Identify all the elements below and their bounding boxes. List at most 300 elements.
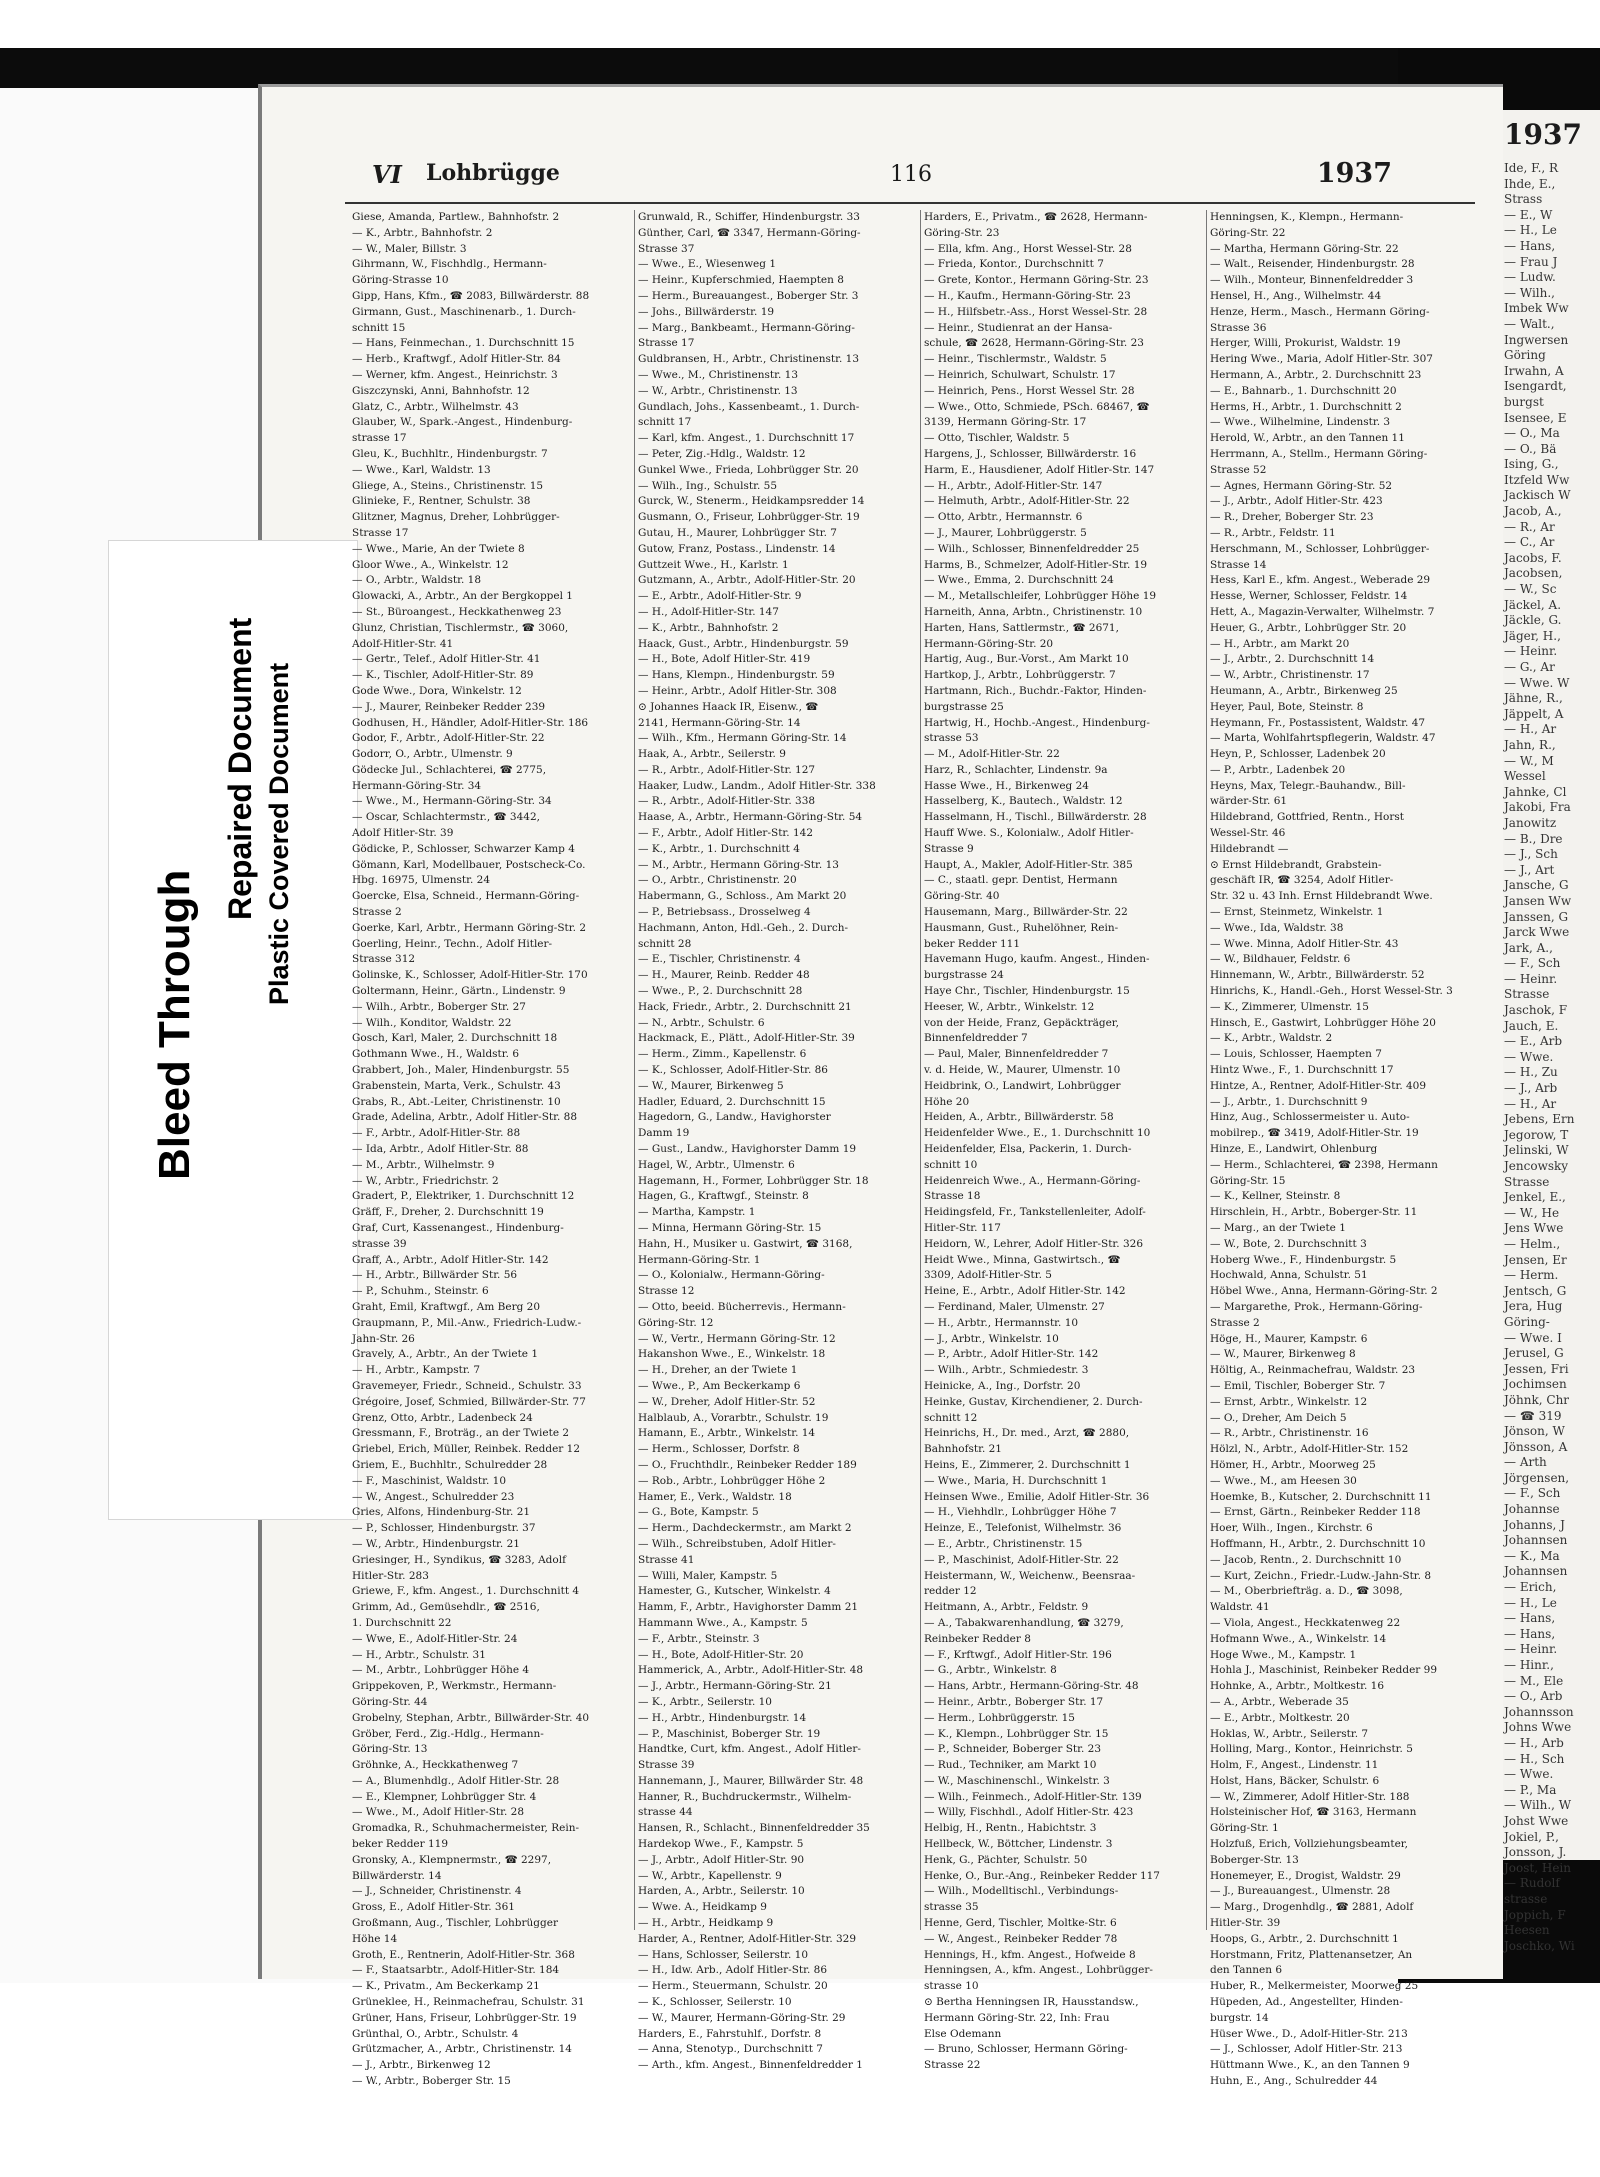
directory-entry: Gross, E., Adolf Hitler-Str. 361: [352, 1901, 515, 1914]
next-page-entry: — Heinr.: [1504, 1642, 1558, 1657]
directory-entry: Hagen, G., Kraftwgf., Steinstr. 8: [638, 1190, 809, 1203]
directory-entry: — Wwe., P., 2. Durchschnitt 28: [638, 985, 803, 998]
directory-entry: — Wwe., Karl, Waldstr. 13: [352, 463, 491, 476]
directory-entry: Strasse 17: [352, 526, 409, 539]
directory-entry: Haak, A., Arbtr., Seilerstr. 9: [638, 748, 786, 761]
next-page-entry: Jäckel, A.: [1504, 597, 1562, 612]
directory-entry: Hinnemann, W., Arbtr., Billwärderstr. 52: [1210, 969, 1425, 982]
next-page-entry: Göring: [1504, 348, 1546, 363]
directory-entry: Harms, B., Schmelzer, Adolf-Hitler-Str. 19: [924, 558, 1148, 571]
directory-entry: Billwärderstr. 14: [352, 1869, 442, 1882]
next-page-entry: — Wwe.: [1504, 1767, 1554, 1782]
directory-entry: Hagedorn, G., Landw., Havighorster: [638, 1111, 831, 1124]
directory-entry: Heidbrink, O., Landwirt, Lohbrügger: [924, 1079, 1121, 1092]
directory-entry: Grüneklee, H., Reinmachefrau, Schulstr. 31: [352, 1996, 585, 2009]
directory-entry: — K., Zimmerer, Ulmenstr. 15: [1210, 1000, 1369, 1013]
next-page-entry: Jauch, E.: [1504, 1018, 1559, 1033]
directory-entry: Glauber, W., Spark.-Angest., Hindenburg-: [352, 416, 573, 429]
directory-entry: Wessel-Str. 46: [1210, 827, 1286, 840]
directory-entry: Gutow, Franz, Postass., Lindenstr. 14: [638, 542, 836, 555]
directory-entry: Grade, Adelina, Arbtr., Adolf Hitler-Str. 88: [352, 1111, 578, 1124]
directory-entry: Hack, Friedr., Arbtr., 2. Durchschnitt 21: [638, 1000, 852, 1013]
directory-entry: Strasse 37: [638, 242, 695, 255]
directory-entry: Gihrmann, W., Fischhdlg., Hermann-: [352, 258, 547, 271]
directory-entry: Höge, H., Maurer, Kampstr. 6: [1210, 1332, 1368, 1345]
directory-entry: — K., Schlosser, Adolf-Hitler-Str. 86: [638, 1064, 828, 1077]
directory-entry: — E., Klempner, Lohbrügger Str. 4: [352, 1790, 537, 1803]
directory-entry: Haye Chr., Tischler, Hindenburgstr. 15: [924, 985, 1130, 998]
directory-entry: — H., Arbtr., Heidkamp 9: [638, 1917, 774, 1930]
directory-entry: — H., Hilfsbetr.-Ass., Horst Wessel-Str. 28: [924, 305, 1148, 318]
next-page-entry: — H., Arb: [1504, 1735, 1564, 1750]
directory-entry: — W., Maler, Billstr. 3: [352, 242, 467, 255]
directory-entry: — M., Arbtr., Hermann Göring-Str. 13: [638, 858, 839, 871]
label-plastic-covered: Plastic Covered Document: [264, 662, 294, 1005]
next-page-entry: Jarck Wwe: [1504, 925, 1570, 940]
next-page-entry: Ingwersen: [1504, 332, 1569, 347]
directory-entry: — Wilh., Monteur, Binnenfeldredder 3: [1210, 274, 1414, 287]
directory-entry: Glatz, C., Arbtr., Wilhelmstr. 43: [352, 400, 519, 413]
next-page-entry: — W., Sc: [1504, 582, 1557, 597]
directory-entry: — K., Arbtr., Bahnhofstr. 2: [638, 621, 779, 634]
directory-entry: Gradert, P., Elektriker, 1. Durchschnitt 12: [352, 1190, 575, 1203]
directory-entry: Grippekoven, P., Werkmstr., Hermann-: [352, 1680, 557, 1693]
directory-entry: — K., Privatm., Am Beckerkamp 21: [352, 1980, 540, 1993]
directory-entry: — E., Arbtr., Christinenstr. 15: [924, 1537, 1083, 1550]
next-page-entry: Strass: [1504, 192, 1543, 207]
next-page-entry: — Ludw.: [1504, 270, 1556, 285]
directory-entry: — Wwe., Wilhelmine, Lindenstr. 3: [1210, 416, 1391, 429]
directory-entry: Strasse 22: [924, 2059, 981, 2072]
next-page-entry: Jencowsky: [1504, 1159, 1569, 1173]
directory-entry: Hellbeck, W., Böttcher, Lindenstr. 3: [924, 1838, 1113, 1851]
directory-entry: Hofmann Wwe., A., Winkelstr. 14: [1210, 1632, 1387, 1645]
directory-entry: Heuer, G., Arbtr., Lohbrügger Str. 20: [1210, 621, 1407, 634]
directory-entry: strasse 53: [924, 732, 979, 745]
directory-entry: — J., Schlosser, Adolf Hitler-Str. 213: [1210, 2043, 1403, 2056]
directory-entry: Grünthal, O., Arbtr., Schulstr. 4: [352, 2027, 519, 2040]
next-page-entry: — H., Sch: [1504, 1751, 1565, 1766]
directory-entry: — K., Arbtr., 1. Durchschnitt 4: [638, 842, 800, 855]
directory-entry: — K., Schlosser, Seilerstr. 10: [638, 1996, 792, 2009]
directory-entry: — Wwe., E., Wiesenweg 1: [638, 258, 777, 271]
next-page-entry: Jelinski, W: [1504, 1143, 1569, 1158]
directory-entry: Henze, Herm., Masch., Hermann Göring-: [1210, 305, 1430, 318]
directory-entry: — H., Bote, Adolf-Hitler-Str. 20: [638, 1648, 804, 1661]
directory-entry: 3309, Adolf-Hitler-Str. 5: [924, 1269, 1052, 1282]
directory-entry: Gömann, Karl, Modellbauer, Postscheck-Co.: [352, 858, 586, 871]
directory-entry: Haack, Gust., Arbtr., Hindenburgstr. 59: [638, 637, 849, 650]
directory-entry: — Heinrich, Schulwart, Schulstr. 17: [924, 368, 1116, 381]
directory-entry: — M., Arbtr., Wilhelmstr. 9: [352, 1158, 495, 1171]
directory-entry: — W., Arbtr., Christinenstr. 13: [638, 384, 798, 397]
directory-entry: Hett, A., Magazin-Verwalter, Wilhelmstr. 7: [1210, 605, 1435, 618]
next-page-entry: Johannse: [1504, 1502, 1560, 1517]
directory-entry: Hinz, Aug., Schlossermeister u. Auto-: [1210, 1111, 1410, 1124]
directory-entry: — E., Arbtr., Adolf-Hitler-Str. 9: [638, 590, 802, 603]
directory-entry: — R., Dreher, Boberger Str. 23: [1210, 511, 1374, 524]
directory-entry: Giszczynski, Anni, Bahnhofstr. 12: [352, 384, 530, 397]
directory-entry: Hagel, W., Arbtr., Ulmenstr. 6: [638, 1158, 795, 1171]
directory-entry: — F., Krftwgf., Adolf Hitler-Str. 196: [924, 1648, 1112, 1661]
directory-entry: Harten, Hans, Sattlermstr., ☎ 2671,: [924, 621, 1119, 634]
directory-entry: Hintz Wwe., F., 1. Durchschnitt 17: [1210, 1064, 1394, 1077]
directory-entry: schule, ☎ 2628, Hermann-Göring-Str. 23: [924, 337, 1144, 350]
directory-entry: Guldbransen, H., Arbtr., Christinenstr. 13: [638, 353, 860, 366]
directory-entry: strasse 17: [352, 432, 407, 445]
directory-entry: Gundlach, Johs., Kassenbeamt., 1. Durch-: [638, 400, 860, 413]
next-page-entry: — J., Sch: [1504, 847, 1558, 862]
directory-entry: — H., Arbtr., Billwärder Str. 56: [352, 1269, 518, 1282]
directory-entry: — C., staatl. gepr. Dentist, Hermann: [924, 874, 1118, 887]
directory-entry: — Walt., Reisender, Hindenburgstr. 28: [1210, 258, 1415, 271]
column-divider: [920, 210, 921, 1930]
directory-entry: ⊙ Bertha Henningsen IR, Hausstandsw.,: [924, 1996, 1139, 2009]
next-page-entry: Ide, F., R: [1504, 161, 1559, 175]
directory-entry: — K., Kellner, Steinstr. 8: [1210, 1190, 1341, 1203]
next-page-entry: Jahnke, Cl: [1504, 784, 1567, 799]
next-page-entry: — M., Ele: [1504, 1673, 1564, 1688]
directory-entry: — Emil, Tischler, Boberger Str. 7: [1210, 1379, 1386, 1392]
next-page-entry: — Rudolf: [1504, 1876, 1560, 1891]
directory-entry: Glunz, Christian, Tischlermstr., ☎ 3060,: [352, 621, 569, 634]
next-page-entry: — Hans,: [1504, 1626, 1556, 1641]
directory-entry: Hermann-Göring-Str. 1: [638, 1253, 761, 1266]
next-page-entry: Janowitz: [1504, 815, 1557, 830]
directory-entry: — J., Arbtr., Adolf Hitler-Str. 423: [1210, 495, 1383, 508]
directory-entry: Günther, Carl, ☎ 3347, Hermann-Göring-: [638, 226, 861, 239]
directory-entry: — Herm., Steuermann, Schulstr. 20: [638, 1980, 828, 1993]
directory-entry: — Bruno, Schlosser, Hermann Göring-: [924, 2043, 1128, 2056]
next-page-entry: — Helm.,: [1504, 1236, 1561, 1251]
directory-entry: Gosch, Karl, Maler, 2. Durchschnitt 18: [352, 1032, 558, 1045]
next-page-entry: — Wwe. W: [1504, 675, 1570, 690]
directory-entry: — H., Kaufm., Hermann-Göring-Str. 23: [924, 289, 1131, 302]
directory-entry: Goltermann, Heinr., Gärtn., Lindenstr. 9: [352, 985, 566, 998]
next-page-entry: — O., Ma: [1504, 426, 1560, 441]
directory-entry: Graff, A., Arbtr., Adolf Hitler-Str. 142: [352, 1253, 549, 1266]
directory-entry: Hitler-Str. 117: [924, 1222, 1001, 1234]
directory-entry: Gleu, K., Buchhltr., Hindenburgstr. 7: [352, 447, 548, 460]
directory-entry: — O., Dreher, Am Deich 5: [1210, 1411, 1347, 1424]
directory-entry: Göring-Str. 23: [924, 226, 1000, 239]
directory-entry: — G., Bote, Kampstr. 5: [638, 1506, 759, 1519]
directory-entry: burgstr. 14: [1210, 2011, 1269, 2024]
directory-entry: Glinieke, F., Rentner, Schulstr. 38: [352, 495, 531, 508]
directory-entry: Heistermann, W., Weichenw., Beensraa-: [924, 1569, 1136, 1582]
next-page-entry: Johanns, J: [1504, 1517, 1565, 1532]
next-page-entry: — P., Ma: [1504, 1782, 1557, 1797]
directory-entry: Helbig, H., Rentn., Habichtstr. 3: [924, 1822, 1097, 1835]
directory-entry: Höhe 20: [924, 1095, 970, 1108]
next-page-entry: Jebens, Ern: [1504, 1112, 1575, 1127]
directory-entry: Heidenreich Wwe., A., Hermann-Göring-: [924, 1174, 1141, 1187]
directory-entry: Gipp, Hans, Kfm., ☎ 2083, Billwärderstr. 88: [352, 289, 590, 302]
next-page-entry: — K., Ma: [1504, 1548, 1560, 1563]
directory-entry: Hochwald, Anna, Schulstr. 51: [1210, 1269, 1368, 1282]
next-page-entry: Jensen, Er: [1504, 1252, 1567, 1267]
directory-entry: — W., Maurer, Birkenweg 8: [1210, 1348, 1356, 1361]
directory-entry: — Marg., Drogenhdlg., ☎ 2881, Adolf: [1210, 1901, 1414, 1914]
directory-entry: Gutau, H., Maurer, Lohbrügger Str. 7: [638, 526, 837, 539]
directory-entry: — W., Arbtr., Friedrichstr. 2: [352, 1174, 499, 1187]
directory-entry: Hildebrandt —: [1210, 842, 1289, 855]
next-page-entry: Göring-: [1504, 1314, 1550, 1329]
directory-entry: — Agnes, Hermann Göring-Str. 52: [1210, 479, 1393, 492]
directory-entry: v. d. Heide, W., Maurer, Ulmenstr. 10: [924, 1064, 1121, 1077]
directory-entry: Hamann, E., Arbtr., Winkelstr. 14: [638, 1427, 816, 1440]
directory-entry: Graupmann, P., Mil.-Anw., Friedrich-Ludw.-: [352, 1316, 582, 1329]
next-page-entry: — Wilh., W: [1504, 1798, 1572, 1813]
directory-entry: — Wilh., Arbtr., Schmiedestr. 3: [924, 1364, 1089, 1377]
directory-entry: — Paul, Maler, Binnenfeldredder 7: [924, 1048, 1109, 1061]
directory-entry: Höbel Wwe., Anna, Hermann-Göring-Str. 2: [1210, 1285, 1438, 1298]
directory-entry: Gödicke, P., Schlosser, Schwarzer Kamp 4: [352, 842, 575, 855]
next-page-entry: Wessel: [1504, 769, 1546, 784]
directory-entry: Harders, E., Fahrstuhlf., Dorfstr. 8: [638, 2027, 822, 2040]
header-rule: [345, 202, 1475, 204]
directory-entry: Grimm, Ad., Gemüsehdlr., ☎ 2516,: [352, 1601, 540, 1614]
directory-entry: Hermann-Göring-Str. 34: [352, 779, 482, 792]
directory-column-4: [1210, 210, 1490, 2088]
directory-entry: Heyns, Max, Telegr.-Bauhandw., Bill-: [1210, 779, 1406, 792]
directory-entry: Hirschlein, H., Arbtr., Boberger-Str. 11: [1210, 1206, 1418, 1219]
next-page-entry: Jackisch W: [1504, 488, 1571, 503]
directory-entry: — Wwe., M., Hermann-Göring-Str. 34: [352, 795, 552, 808]
directory-entry: Glowacki, A., Arbtr., An der Bergkoppel 1: [352, 590, 573, 603]
directory-entry: Griewe, F., kfm. Angest., 1. Durchschnitt 4: [352, 1585, 580, 1598]
directory-entry: wärder-Str. 61: [1210, 795, 1288, 808]
directory-entry: Henne, Gerd, Tischler, Moltke-Str. 6: [924, 1917, 1117, 1930]
directory-entry: ⊙ Johannes Haack IR, Eisenw., ☎: [638, 700, 819, 713]
next-page-entry: — B., Dre: [1504, 831, 1563, 846]
directory-entry: Grabbert, Joh., Maler, Hindenburgstr. 55: [352, 1064, 570, 1077]
directory-entry: Gusmann, O., Friseur, Lohbrügger-Str. 19: [638, 511, 860, 524]
directory-entry: — P., Arbtr., Ladenbek 20: [1210, 763, 1346, 776]
directory-entry: Honemeyer, E., Drogist, Waldstr. 29: [1210, 1869, 1401, 1882]
directory-entry: — Heinr., Studienrat an der Hansa-: [924, 321, 1113, 334]
next-page-entry: — E., W: [1504, 207, 1553, 222]
directory-entry: Guttzeit Wwe., H., Karlstr. 1: [638, 558, 789, 571]
next-page-entry: Jens Wwe: [1504, 1221, 1564, 1236]
directory-entry: Hoer, Wilh., Ingen., Kirchstr. 6: [1210, 1522, 1373, 1535]
next-page-entry: Jark, A.,: [1504, 940, 1553, 955]
next-page-entry: — E., Arb: [1504, 1034, 1563, 1049]
year: 1937: [1316, 158, 1392, 189]
directory-entry: 2141, Hermann-Göring-Str. 14: [638, 716, 801, 729]
next-page-entry: — F., Sch: [1504, 1486, 1561, 1501]
directory-entry: — Martha, Kampstr. 1: [638, 1206, 756, 1219]
directory-entry: Holzfuß, Erich, Vollziehungsbeamter,: [1210, 1838, 1409, 1851]
directory-entry: Griem, E., Buchhltr., Schulredder 28: [352, 1458, 548, 1471]
next-page-entry: — ☎ 319: [1504, 1408, 1562, 1423]
directory-entry: Hermann Göring-Str. 22, Inh: Frau: [924, 2011, 1110, 2024]
directory-entry: — F., Maschinist, Waldstr. 10: [352, 1474, 507, 1487]
next-page-entry: Jera, Hug: [1504, 1299, 1563, 1314]
directory-entry: Hasselmann, H., Tischl., Billwärderstr. 28: [924, 811, 1147, 824]
next-page-entry: Johannsen: [1504, 1564, 1568, 1579]
directory-entry: strasse 39: [352, 1237, 407, 1250]
directory-entry: Griebel, Erich, Müller, Reinbek. Redder 12: [352, 1443, 581, 1456]
directory-entry: — Grete, Kontor., Hermann Göring-Str. 23: [924, 274, 1149, 287]
directory-entry: — Rob., Arbtr., Lohbrügger Höhe 2: [638, 1474, 826, 1487]
directory-entry: — Margarethe, Prok., Hermann-Göring-: [1210, 1300, 1423, 1313]
next-page-entry: — Walt.,: [1504, 316, 1555, 331]
directory-entry: Holling, Marg., Kontor., Heinrichstr. 5: [1210, 1743, 1413, 1756]
directory-entry: Gurck, W., Stenerm., Heidkampsredder 14: [638, 495, 865, 508]
directory-entry: Hinze, E., Landwirt, Ohlenburg: [1210, 1143, 1378, 1156]
next-page-entry: — Erich,: [1504, 1580, 1557, 1595]
directory-entry: Goerke, Karl, Arbtr., Hermann Göring-Str. 2: [352, 921, 586, 934]
directory-entry: Herschmann, M., Schlosser, Lohbrügger-: [1210, 542, 1430, 555]
directory-entry: Hartwig, H., Hochb.-Angest., Hindenburg-: [924, 716, 1150, 729]
directory-entry: Heinicke, A., Ing., Dorfstr. 20: [924, 1379, 1081, 1392]
next-page-entry: — Heinr.: [1504, 971, 1558, 986]
directory-entry: — J., Arbtr., Winkelstr. 10: [924, 1332, 1059, 1345]
directory-entry: — K., Arbtr., Seilerstr. 10: [638, 1695, 772, 1708]
next-page-entry: Jenkel, E.,: [1504, 1190, 1566, 1205]
directory-entry: — O., Fruchthdlr., Reinbeker Redder 189: [638, 1458, 857, 1471]
directory-entry: Strasse 52: [1210, 463, 1267, 476]
directory-entry: Herms, H., Arbtr., 1. Durchschnitt 2: [1210, 400, 1402, 413]
directory-entry: Hackmack, E., Plätt., Adolf-Hitler-Str. 39: [638, 1032, 855, 1045]
directory-entry: Henningsen, K., Klempn., Hermann-: [1210, 211, 1404, 223]
directory-entry: — Wilh., Kfm., Hermann Göring-Str. 14: [638, 732, 847, 745]
next-page-entry: — W., M: [1504, 753, 1554, 768]
label-repaired-document: Repaired Document: [222, 617, 258, 920]
directory-entry: — Ernst, Gärtn., Reinbeker Redder 118: [1210, 1506, 1421, 1519]
directory-entry: — Arth., kfm. Angest., Binnenfeldredder 1: [638, 2059, 863, 2072]
directory-entry: Heitmann, A., Arbtr., Feldstr. 9: [924, 1601, 1089, 1614]
directory-entry: Herrmann, A., Stellm., Hermann Göring-: [1210, 447, 1428, 460]
directory-entry: — A., Arbtr., Weberade 35: [1210, 1695, 1349, 1708]
directory-entry: — R., Arbtr., Adolf-Hitler-Str. 127: [638, 763, 816, 776]
directory-entry: Strasse 9: [924, 842, 974, 855]
directory-entry: beker Redder 111: [924, 937, 1021, 950]
directory-entry: Heyn, P., Schlosser, Ladenbek 20: [1210, 748, 1386, 761]
directory-entry: — W., Maurer, Birkenweg 5: [638, 1079, 784, 1092]
directory-entry: Heyer, Paul, Bote, Steinstr. 8: [1210, 700, 1364, 713]
directory-entry: Hering Wwe., Maria, Adolf Hitler-Str. 307: [1210, 353, 1433, 366]
directory-entry: Hansen, R., Schlacht., Binnenfeldredder 35: [638, 1822, 870, 1835]
directory-entry: — Hans, Feinmechan., 1. Durchschnitt 15: [352, 337, 575, 350]
directory-entry: Graht, Emil, Kraftwgf., Am Berg 20: [352, 1300, 541, 1313]
next-page-entry: Jansche, G: [1504, 878, 1569, 893]
directory-entry: Heinrichs, H., Dr. med., Arzt, ☎ 2880,: [924, 1427, 1130, 1440]
directory-entry: Henke, O., Bur.-Ang., Reinbeker Redder 117: [924, 1869, 1160, 1882]
directory-entry: Göring-Str. 40: [924, 890, 1000, 903]
directory-entry: — Marg., Bankbeamt., Hermann-Göring-: [638, 321, 855, 334]
directory-entry: — Heinr., Arbtr., Boberger Str. 17: [924, 1695, 1104, 1708]
directory-entry: Harden, A., Arbtr., Seilerstr. 10: [638, 1885, 805, 1898]
directory-entry: — Willy, Fischhdl., Adolf Hitler-Str. 423: [924, 1806, 1134, 1819]
directory-entry: Gravely, A., Arbtr., An der Twiete 1: [352, 1348, 539, 1361]
directory-entry: Göring-Str. 15: [1210, 1174, 1286, 1187]
directory-entry: Henk, G., Pächter, Schulstr. 50: [924, 1853, 1088, 1866]
next-page-entry: — Hans,: [1504, 238, 1556, 253]
directory-entry: Hermann-Göring-Str. 20: [924, 637, 1054, 650]
directory-entry: Horstmann, Fritz, Plattenansetzer, An: [1210, 1948, 1413, 1961]
next-page-entry: Jerusel, G: [1504, 1346, 1564, 1361]
directory-entry: Strasse 2: [1210, 1316, 1260, 1329]
directory-entry: Hartmann, Rich., Buchdr.-Faktor, Hinden-: [924, 684, 1147, 697]
directory-entry: — P., Betriebsass., Drosselweg 4: [638, 906, 811, 919]
directory-entry: Goercke, Elsa, Schneid., Hermann-Göring-: [352, 890, 580, 903]
directory-entry: — K., Tischler, Adolf-Hitler-Str. 89: [352, 669, 534, 682]
directory-entry: von der Heide, Franz, Gepäckträger,: [924, 1016, 1119, 1029]
directory-entry: — J., Arbtr., Birkenweg 12: [352, 2059, 491, 2072]
directory-entry: — J., Maurer, Reinbeker Redder 239: [352, 700, 546, 713]
directory-entry: Else Odemann: [924, 2027, 1002, 2040]
directory-entry: Hartkop, J., Arbtr., Lohbrüggerstr. 7: [924, 669, 1116, 682]
next-page-entry: — Wwe.: [1504, 1049, 1554, 1064]
directory-entry: Grabenstein, Marta, Verk., Schulstr. 43: [352, 1079, 561, 1092]
directory-entry: — Willi, Maler, Kampstr. 5: [638, 1569, 778, 1582]
directory-entry: Gressmann, F., Broträg., an der Twiete 2: [352, 1427, 570, 1440]
directory-entry: — Marg., an der Twiete 1: [1210, 1222, 1346, 1234]
next-page-entry: — H., Zu: [1504, 1065, 1558, 1080]
directory-entry: Hohla J., Maschinist, Reinbeker Redder 99: [1210, 1664, 1438, 1677]
directory-entry: Göring-Str. 44: [352, 1695, 428, 1708]
directory-entry: — O., Kolonialw., Hermann-Göring-: [638, 1269, 825, 1282]
directory-entry: — W., Arbtr., Boberger Str. 15: [352, 2075, 511, 2088]
directory-entry: — H., Arbtr., Schulstr. 31: [352, 1648, 486, 1661]
directory-entry: Heine, E., Arbtr., Adolf Hitler-Str. 142: [924, 1285, 1126, 1298]
page-header: [372, 160, 1392, 200]
directory-entry: Strasse 12: [638, 1285, 695, 1298]
directory-entry: Haase, A., Arbtr., Hermann-Göring-Str. 54: [638, 811, 863, 824]
directory-entry: — Heinr., Kupferschmied, Haempten 8: [638, 274, 844, 287]
directory-entry: — N., Arbtr., Schulstr. 6: [638, 1016, 765, 1029]
next-page-entry: — G., Ar: [1504, 660, 1555, 674]
next-page-entry: Strasse: [1504, 987, 1550, 1002]
directory-entry: Hinrichs, K., Handl.-Geh., Horst Wessel-Str. 3: [1210, 985, 1453, 998]
directory-entry: Hammerick, A., Arbtr., Adolf-Hitler-Str. 48: [638, 1664, 864, 1677]
directory-entry: — A., Blumenhdlg., Adolf Hitler-Str. 28: [352, 1774, 560, 1787]
directory-entry: Hitler-Str. 39: [1210, 1917, 1281, 1930]
directory-entry: — Herm., Bureauangest., Boberger Str. 3: [638, 289, 859, 302]
directory-entry: Strasse 41: [638, 1553, 695, 1566]
directory-entry: — Karl, kfm. Angest., 1. Durchschnitt 17: [638, 432, 855, 445]
directory-entry: — W., Maschinenschl., Winkelstr. 3: [924, 1774, 1110, 1787]
place-name: Lohbrügge: [426, 160, 560, 186]
directory-entry: Hasselberg, K., Bautech., Waldstr. 12: [924, 795, 1123, 808]
directory-entry: 1. Durchschnitt 22: [352, 1616, 452, 1629]
next-page-entry: Jäppelt, A: [1504, 706, 1564, 721]
directory-entry: — Ferdinand, Maler, Ulmenstr. 27: [924, 1300, 1105, 1313]
directory-entry: Strasse 17: [638, 337, 695, 350]
directory-entry: Hanner, R., Buchdruckermstr., Wilhelm-: [638, 1790, 852, 1803]
directory-entry: Gries, Alfons, Hindenburg-Str. 21: [352, 1506, 531, 1519]
directory-entry: Huber, R., Melkermeister, Moorweg 25: [1210, 1980, 1419, 1993]
scan-top-border: [0, 48, 1600, 88]
next-page-entry: — Frau J: [1504, 254, 1558, 269]
directory-entry: Glitzner, Magnus, Dreher, Lohbrügger-: [352, 511, 560, 524]
directory-entry: — H., Arbtr., am Markt 20: [1210, 637, 1350, 650]
directory-entry: Holst, Hans, Bäcker, Schulstr. 6: [1210, 1774, 1380, 1787]
directory-entry: Adolf-Hitler-Str. 41: [352, 637, 454, 650]
directory-entry: schnitt 10: [924, 1158, 978, 1171]
directory-entry: — Ernst, Steinmetz, Winkelstr. 1: [1210, 906, 1384, 919]
directory-entry: — H., Arbtr., Hindenburgstr. 14: [638, 1711, 807, 1724]
next-page-entry: Johannsen: [1504, 1533, 1568, 1548]
directory-entry: schnitt 15: [352, 321, 406, 334]
directory-entry: — A., Tabakwarenhandlung, ☎ 3279,: [924, 1616, 1124, 1629]
directory-entry: strasse 35: [924, 1901, 979, 1914]
directory-entry: Str. 32 u. 43 Inh. Ernst Hildebrandt Wwe.: [1210, 890, 1433, 903]
directory-entry: Hintze, A., Rentner, Adolf-Hitler-Str. 409: [1210, 1079, 1427, 1092]
directory-entry: schnitt 12: [924, 1411, 978, 1424]
